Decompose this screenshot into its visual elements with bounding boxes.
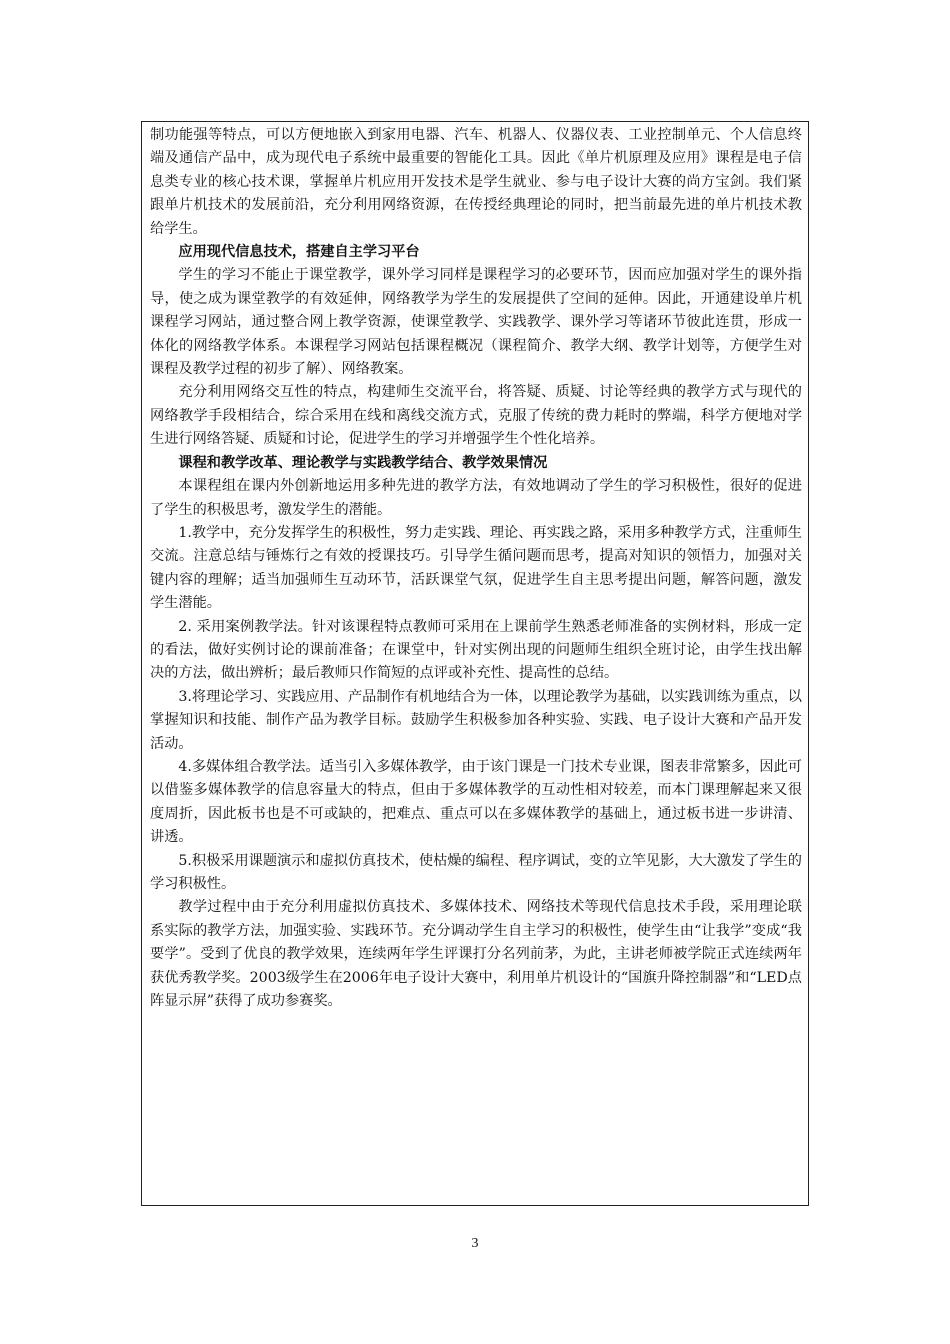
document-body	[150, 124, 802, 1013]
paragraph-item-5: 5.积极采用课题演示和虚拟仿真技术，使枯燥的编程、程序调试，变的立竿见影，大大激发了学生的学习积极性。	[150, 852, 802, 892]
paragraph-item-4: 4.多媒体组合教学法。适当引入多媒体教学，由于该门课是一门技术专业课，图表非常繁多，因此可以借鉴多媒体教学的信息容量大的特点，但由于多媒体教学的互动性相对较差，而本门课理解起来又很度周折，因此板书也是不可或缺的，把难点、重点可以在多媒体教学的基础上，通过板书进一步讲清、讲透。	[150, 758, 802, 846]
paragraph-item-2: 2. 采用案例教学法。针对该课程特点教师可采用在上课前学生熟悉老师准备的实例材料，形成一定的看法，做好实例讨论的课前准备；在课堂中，针对实例出现的问题师生组织全班讨论，由学生找出解决的方法，做出辨析；最后教师只作简短的点评或补充性、提高性的总结。	[150, 618, 802, 682]
paragraph-item-3: 3.将理论学习、实践应用、产品制作有机地结合为一体，以理论教学为基础，以实践训练为重点，以掌握知识和技能、制作产品为教学目标。鼓励学生积极参加各种实验、实践、电子设计大赛和产品开发活动。	[150, 688, 802, 752]
page-number: 3	[471, 1236, 479, 1251]
section-heading-reform: 课程和教学改革、理论教学与实践教学结合、教学效果情况	[178, 454, 548, 471]
paragraph-results: 教学过程中由于充分利用虚拟仿真技术、多媒体技术、网络技术等现代信息技术手段，采用理论联系实际的教学方法，加强实验、实践环节。充分调动学生自主学习的积极性，使学生由“让我学”变成“我要学”。受到了优良的教学效果，连续两年学生评课打分名列前茅，为此，主讲老师被学院正式连续两年获优秀教学奖。2003级学生在2006年电子设计大赛中，利用单片机设计的“国旗升降控制器”和“LED点阵显示屏”获得了成功参赛奖。	[150, 899, 802, 1010]
paragraph-intro: 制功能强等特点，可以方便地嵌入到家用电器、汽车、机器人、仪器仪表、工业控制单元、个人信息终端及通信产品中，成为现代电子系统中最重要的智能化工具。因此《单片机原理及应用》课程是电子信息类专业的核心技术课，掌握单片机应用开发技术是学生就业、参与电子设计大赛的尚方宝剑。我们紧跟单片机技术的发展前沿，充分利用网络资源，在传授经典理论的同时，把当前最先进的单片机技术教给学生。	[150, 127, 802, 237]
paragraph-extracurricular: 学生的学习不能止于课堂教学，课外学习同样是课程学习的必要环节，因而应加强对学生的课外指导，使之成为课堂教学的有效延伸，网络教学为学生的发展提供了空间的延伸。因此，开通建设单片机课程学习网站，通过整合网上教学资源，使课堂教学、实践教学、课外学习等诸环节彼此连贯，形成一体化的网络教学体系。本课程学习网站包括课程概况（课程简介、教学大纲、教学计划等，方便学生对课程及教学过程的初步了解）、网络教案。	[150, 267, 802, 378]
paragraph-item-1: 1.教学中，充分发挥学生的积极性，努力走实践、理论、再实践之路，采用多种教学方式，注重师生交流。注意总结与锤炼行之有效的授课技巧。引导学生循问题而思考，提高对知识的领悟力，加强对关键内容的理解；适当加强师生互动环节，活跃课堂气氛，促进学生自主思考提出问题，解答问题，激发学生潜能。	[150, 524, 802, 612]
section-heading-it-platform: 应用现代信息技术，搭建自主学习平台	[178, 244, 420, 261]
paragraph-methods: 本课程组在课内外创新地运用多种先进的教学方法，有效地调动了学生的学习积极性，很好的促进了学生的积极思考，激发学生的潜能。	[150, 478, 802, 518]
paragraph-interaction: 充分利用网络交互性的特点，构建师生交流平台，将答疑、质疑、讨论等经典的教学方式与现代的网络教学手段相结合，综合采用在线和离线交流方式，克服了传统的费力耗时的弊端，科学方便地对学生进行网络答疑、质疑和讨论，促进学生的学习并增强学生个性化培养。	[150, 384, 802, 448]
